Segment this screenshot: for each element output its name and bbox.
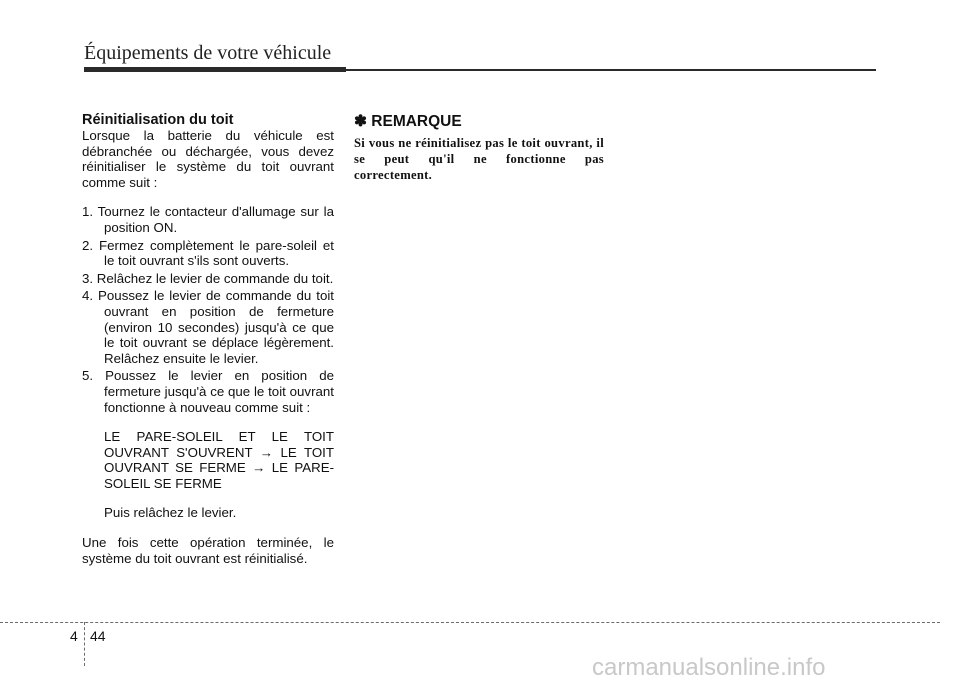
- footer-dashed-divider: [84, 622, 85, 666]
- watermark: carmanualsonline.info: [592, 654, 826, 681]
- conclusion-paragraph: Une fois cette opération terminée, le système du toit ouvrant est réinitialisé.: [82, 535, 334, 566]
- note-body: Si vous ne réinitialisez pas le toit ouvrant, il se peut qu'il ne fonctionne pas correctement.: [354, 136, 604, 182]
- left-column: [82, 112, 334, 580]
- step-item: 1. Tournez le contacteur d'allumage sur la position ON.: [82, 204, 334, 235]
- intro-paragraph: Lorsque la batterie du véhicule est débranchée ou déchargée, vous devez réinitialiser le système du toit ouvrant comme suit :: [82, 128, 334, 190]
- release-text: Puis relâchez le levier.: [104, 505, 237, 521]
- steps-list: [82, 204, 334, 415]
- step-item: 4. Poussez le levier de commande du toit ouvrant en position de fermeture (environ 10 secondes) jusqu'à ce que le toit ouvrant se déplace légèrement. Relâchez ensuite le levier.: [82, 288, 334, 366]
- page-number: 44: [90, 628, 106, 644]
- footer-dashed-rule: [0, 622, 940, 623]
- note-heading: ✽ REMARQUE: [354, 113, 462, 130]
- page-header-title: Équipements de votre véhicule: [84, 42, 332, 64]
- chapter-number: 4: [70, 628, 78, 644]
- header-rule-thin: [346, 69, 876, 71]
- step-item: 5. Poussez le levier en position de fermeture jusqu'à ce que le toit ouvrant fonctionne à nouveau comme suit :: [82, 368, 334, 415]
- header-rule-thick: [84, 67, 346, 72]
- step-item: 3. Relâchez le levier de commande du toit.: [82, 270, 334, 286]
- section-heading: Réinitialisation du toit: [82, 112, 234, 128]
- sequence-text: LE PARE-SOLEIL ET LE TOIT OUVRANT S'OUVRENT → LE TOIT OUVRANT SE FERME → LE PARE-SOLEIL SE FERME: [104, 429, 334, 491]
- note-box: [354, 112, 604, 183]
- step-item: 2. Fermez complètement le pare-soleil et le toit ouvrant s'ils sont ouverts.: [82, 237, 334, 269]
